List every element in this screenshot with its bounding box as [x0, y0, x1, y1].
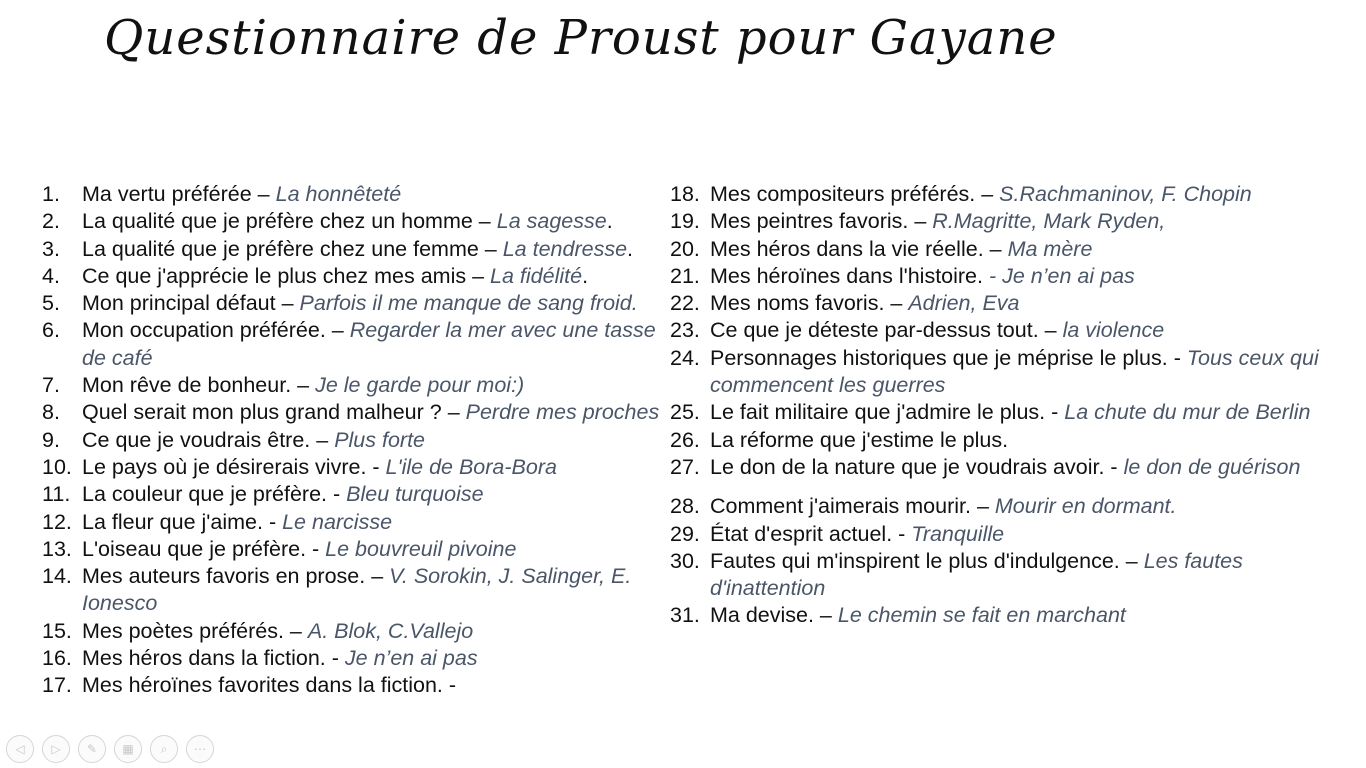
list-item	[670, 602, 1350, 629]
item-number: 8.	[42, 400, 60, 425]
item-number: 17.	[42, 673, 72, 698]
item-number: 21.	[670, 263, 700, 288]
answer-text: Tranquille	[911, 521, 1005, 546]
answer-text: Le narcisse	[282, 509, 393, 534]
question-text: Ma vertu préférée –	[82, 182, 276, 206]
item-number: 31.	[670, 603, 700, 628]
question-text: Comment j'aimerais mourir. –	[710, 494, 995, 519]
list-item	[670, 208, 1350, 235]
pen-icon: ✎	[86, 742, 98, 756]
slide-title: Questionnaire de Proust pour Gayane	[104, 10, 1058, 66]
question-text: Mon rêve de bonheur. –	[82, 373, 316, 398]
previous-slide-button[interactable]	[6, 735, 34, 763]
answer-text: la violence	[1062, 318, 1165, 343]
see-all-slides-button[interactable]	[114, 735, 142, 763]
questions-column-left	[42, 181, 672, 700]
more-options-button[interactable]	[186, 735, 214, 763]
item-number: 10.	[42, 454, 72, 479]
answer-text: La chute du mur de Berlin	[1064, 400, 1311, 425]
item-number: 20.	[670, 236, 700, 261]
question-text: Mes héroïnes favorites dans la fiction. -	[82, 673, 457, 698]
answer-text: - Je n’en ai pas	[988, 263, 1135, 288]
question-text: Mon occupation préférée. –	[82, 318, 350, 343]
list-item	[42, 208, 672, 235]
list-item	[670, 345, 1350, 400]
item-number: 6.	[42, 318, 60, 343]
item-number: 28.	[670, 494, 700, 519]
answer-text: Je le garde pour moi:)	[315, 373, 525, 398]
list-item	[42, 509, 672, 536]
answer-text: Les fautes d'inattention	[710, 548, 1243, 601]
item-number: 13.	[42, 536, 72, 561]
list-item	[42, 399, 672, 426]
answer-text: R.Magritte, Mark Ryden,	[932, 209, 1166, 234]
question-text: La réforme que j'estime le plus.	[710, 427, 1009, 452]
answer-text: La fidélité	[490, 263, 583, 288]
item-number: 15.	[42, 618, 72, 643]
answer-tail: .	[582, 263, 589, 288]
list-item	[42, 372, 672, 399]
question-text: L'oiseau que je préfère. -	[82, 536, 326, 561]
list-item	[42, 427, 672, 454]
item-number: 23.	[670, 318, 700, 343]
item-number: 22.	[670, 291, 700, 316]
item-number: 24.	[670, 345, 700, 370]
question-text: Mes peintres favoris. –	[710, 209, 933, 234]
list-item	[670, 454, 1350, 481]
slideshow-toolbar	[6, 735, 214, 763]
list-item	[42, 481, 672, 508]
answer-text: L'ile de Bora-Bora	[385, 454, 557, 479]
item-number: 30.	[670, 548, 700, 573]
list-item	[670, 399, 1350, 426]
question-text: Quel serait mon plus grand malheur ? –	[82, 400, 466, 425]
answer-text: La sagesse	[496, 209, 607, 234]
list-item	[42, 236, 672, 263]
answer-text: La honnêteté	[275, 182, 402, 206]
answer-text: Regarder la mer avec une tasse de café	[82, 318, 656, 370]
item-number: 9.	[42, 427, 60, 452]
answer-text: Adrien, Eva	[908, 291, 1020, 316]
question-text: Ce que je déteste par-dessus tout. –	[710, 318, 1063, 343]
answer-text: La tendresse	[502, 236, 628, 261]
answer-text: Mourir en dormant.	[994, 494, 1177, 519]
item-number: 4.	[42, 263, 60, 288]
arrow-left-icon: ◁	[15, 742, 25, 756]
item-number: 1.	[42, 182, 60, 206]
answer-text: Ma mère	[1007, 236, 1093, 261]
list-item	[42, 618, 672, 645]
list-item	[42, 290, 672, 317]
item-number: 5.	[42, 291, 60, 316]
answer-text: Bleu turquoise	[346, 482, 484, 507]
question-text: Ma devise. –	[710, 603, 838, 628]
question-text: La qualité que je préfère chez un homme –	[82, 209, 497, 234]
questions-column-right	[670, 181, 1350, 630]
question-text: Mes héroïnes dans l'histoire.	[710, 263, 989, 288]
item-number: 26.	[670, 427, 700, 452]
answer-text: Parfois il me manque de sang froid.	[299, 291, 638, 316]
question-text: La couleur que je préfère. -	[82, 482, 347, 507]
question-text: Le pays où je désirerais vivre. -	[82, 454, 386, 479]
answer-tail: .	[606, 209, 613, 234]
answer-tail: .	[627, 236, 634, 261]
next-slide-button[interactable]	[42, 735, 70, 763]
item-number: 2.	[42, 209, 60, 234]
question-text: La fleur que j'aime. -	[82, 509, 283, 534]
answer-text: le don de guérison	[1123, 454, 1301, 479]
question-text: La qualité que je préfère chez une femme –	[82, 236, 503, 261]
question-text: Le don de la nature que je voudrais avoir. -	[710, 454, 1124, 479]
list-item	[670, 427, 1350, 454]
more-icon: ⋯	[194, 742, 206, 756]
question-text: Mes héros dans la vie réelle. –	[710, 236, 1008, 261]
arrow-right-icon: ▷	[51, 742, 61, 756]
item-number: 12.	[42, 509, 72, 534]
list-item	[670, 521, 1350, 548]
question-text: Le fait militaire que j'admire le plus. -	[710, 400, 1065, 425]
list-item	[670, 181, 1350, 208]
question-text: Mes héros dans la fiction. -	[82, 646, 345, 671]
list-item	[42, 563, 672, 618]
list-item	[670, 236, 1350, 263]
question-text: Mon principal défaut –	[82, 291, 300, 316]
list-item	[42, 536, 672, 563]
question-text: Mes auteurs favoris en prose. –	[82, 564, 390, 589]
list-item	[670, 290, 1350, 317]
list-item	[670, 548, 1350, 603]
item-number: 7.	[42, 373, 60, 398]
answer-text: V. Sorokin, J. Salinger, E. Ionesco	[82, 564, 632, 616]
list-item	[42, 672, 672, 699]
zoom-button[interactable]	[150, 735, 178, 763]
list-item	[42, 645, 672, 672]
item-number: 29.	[670, 521, 700, 546]
answer-text: A. Blok, C.Vallejo	[307, 618, 474, 643]
item-number: 18.	[670, 182, 700, 206]
slides-grid-icon: ▦	[122, 742, 134, 756]
question-text: Mes poètes préférés. –	[82, 618, 308, 643]
answer-text: Le bouvreuil pivoine	[325, 536, 517, 561]
answer-text: Je n’en ai pas	[344, 646, 478, 671]
item-number: 11.	[42, 482, 71, 507]
answer-text: Plus forte	[334, 427, 426, 452]
answer-text: S.Rachmaninov, F. Chopin	[999, 182, 1252, 206]
question-text: Mes noms favoris. –	[710, 291, 909, 316]
item-number: 19.	[670, 209, 700, 234]
question-text: Personnages historiques que je méprise le plus. -	[710, 345, 1187, 370]
question-text: État d'esprit actuel. -	[710, 521, 912, 546]
answer-text: Perdre mes proches	[465, 400, 660, 425]
magnifier-icon: ⌕	[160, 741, 168, 756]
list-item	[670, 317, 1350, 344]
question-text: Ce que je voudrais être. –	[82, 427, 335, 452]
list-item	[42, 317, 672, 372]
answer-text: Le chemin se fait en marchant	[837, 603, 1126, 628]
list-item	[42, 181, 672, 208]
list-item	[670, 493, 1350, 520]
list-item	[42, 263, 672, 290]
question-text: Mes compositeurs préférés. –	[710, 182, 1000, 206]
item-number: 3.	[42, 236, 60, 261]
item-number: 27.	[670, 454, 700, 479]
list-item	[42, 454, 672, 481]
item-number: 14.	[42, 564, 72, 589]
question-text: Ce que j'apprécie le plus chez mes amis –	[82, 263, 491, 288]
answer-text: Tous ceux qui commencent les guerres	[710, 345, 1319, 398]
pen-tool-button[interactable]	[78, 735, 106, 763]
list-item	[670, 263, 1350, 290]
question-text: Fautes qui m'inspirent le plus d'indulgence. –	[710, 548, 1144, 573]
item-number: 16.	[42, 646, 72, 671]
item-number: 25.	[670, 400, 700, 425]
